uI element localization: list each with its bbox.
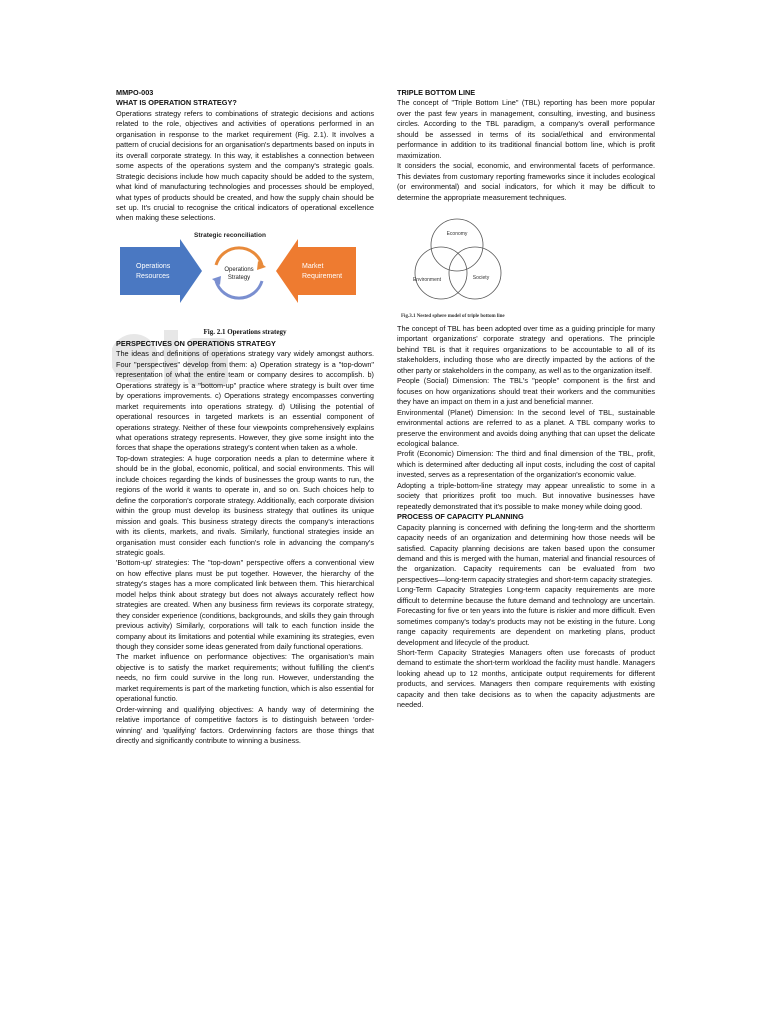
market-label-line1: Market xyxy=(302,262,324,270)
paragraph-tbl-2: It considers the social, economic, and environmental facets of performance. This deviates from customary reporting frameworks since it includes ecological (or environmental) and social indicators, for which it may be difficult to determine the appropriate measurement techniques. xyxy=(397,161,655,202)
paragraph-top-down: Top-down strategies: A huge corporation needs a plan to determine where it should be in the global, economic, political, and social environments. This will include choices regarding the kinds of businesses the group wants to run, the regions of the world it wants to operate in, and so on. Such choices help to define the corporation's corporate strategy. Additionally, each corporate division within the group must develop its business strategy that outlines its unique mission and goals. This business strategy directs the company's interactions with its clients, markets, and rivals. Similarly, functional strategies inside an organisation must consider each function's role in advancing the company's strategic goals. xyxy=(116,453,374,557)
left-column xyxy=(116,88,374,747)
cycle-arrow-top xyxy=(216,248,262,265)
paragraph-bottom-up: 'Bottom-up' strategies: The "top-down" perspective offers a conventional view on how effective plans must be put together. However, the hierarchy of the strategy's stages has a more complicated link between them. This hierarchical model helps think about strategy but does not always accurately reflect how strategies are created. When any business firm reviews its corporate strategy, they consider experience (conditions, backgrounds, and skills they gain through previous activity) Similarly, corporations will talk to each function inside the company about its limitations and potential while examining its strategies, even though they consider some ideas generated from daily functional operations. xyxy=(116,558,374,652)
cycle-arrow-bottom xyxy=(216,281,262,298)
operations-label-line1: Operations xyxy=(136,262,171,270)
market-requirement-arrow xyxy=(276,239,356,303)
figure-operations-strategy xyxy=(116,227,374,327)
operations-resources-arrow xyxy=(120,239,202,303)
heading-perspectives: PERSPECTIVES ON OPERATIONS STRATEGY xyxy=(116,338,276,348)
paragraph-market-influence: The market influence on performance objectives: The organisation's main objective is to satisfy the market requirements; without fulfilling the client's needs, no firm could survive in the long run. However, understanding the market requirements is part of the marketing function, which is also essential for operational functio. xyxy=(116,652,374,704)
resources-label-line2: Resources xyxy=(136,272,170,280)
paragraph-profit-dimension: Profit (Economic) Dimension: The third and final dimension of the TBL, profit, which is determined after deducting all input costs, including the cost of capital invested, serves as a representation of the organization's economic value. xyxy=(397,449,655,480)
heading-capacity-planning: PROCESS OF CAPACITY PLANNING xyxy=(397,512,524,522)
environment-circle xyxy=(412,247,467,299)
center-label-line2: Strategy xyxy=(227,274,251,281)
paragraph-long-term-capacity: Long-Term Capacity Strategies Long-term capacity requirements are more difficult to determine because the future demand and technology are uncertain. Forecasting for five or ten years into the future is riskier and more difficult. Even sometimes company's today's products may not be existing in the future. Long range capacity requirements are dependent on marketing plans, product development and lifecycle of the product. xyxy=(397,585,655,647)
requirement-label-line2: Requirement xyxy=(302,272,343,280)
paragraph-what-is-operation-strategy: Operations strategy refers to combinations of strategic decisions and actions related to the role, objectives and activities of operations performed in an organisation in response to the market requirement (Fig. 2.1). It involves a pattern of crucial decisions for an organisation's departments based on inputs in its overall corporate strategy. In this way, it establishes a connection between some aspects of the operations system and the company's strategic goals. Strategic decisions include how much capacity should be added to the system, what kind of manufacturing technologies and processes should be employed, what types of products should be created, and how the supply chain should be set up. It's crucial to recognise the critical indicators of operational excellence when making these selections. xyxy=(116,108,374,223)
paragraph-perspectives: The ideas and definitions of operations strategy vary widely amongst authors. Four "perspectives" develop from them: a) Operation strategy is a "top-down" representation of what the entire team or company desires to accomplish. b) Operations strategy is a "bottom-up" practice where strategy is built over time by operations improvements. c) Operations strategy encompasses converting market requirements into operations strategy. d) Utilising the potential of operational resources in targeted markets is an essential component of operations strategy. Neither of these four viewpoints comprehensively explains what operations strategy represents. However, they give some insight into the forces that shape the operations strategy's content when taken as a whole. xyxy=(116,349,374,453)
document-code: MMPO-003 xyxy=(116,88,154,97)
right-column xyxy=(397,88,655,711)
heading-triple-bottom-line: TRIPLE BOTTOM LINE xyxy=(397,88,476,97)
environment-label: Environment xyxy=(412,276,442,283)
society-circle xyxy=(449,247,501,299)
paragraph-order-winning: Order-winning and qualifying objectives: A handy way of determining the relative importance of competitive factors is to distinguish between 'order-winning' and 'qualifying' factors. Orderwinning factors are those things that directly and significantly contribute to winning a business. xyxy=(116,704,374,746)
heading-what-is-operation-strategy: WHAT IS OPERATION STRATEGY? xyxy=(116,98,237,108)
economy-circle xyxy=(431,219,483,271)
figure-caption-2-1: Fig. 2.1 Operations strategy xyxy=(203,327,287,336)
paragraph-people-dimension: People (Social) Dimension: The TBL's "people" component is the first and focuses on how organizations should treat their workers and the communities they have an impact on them in a just and beneficial manner. xyxy=(397,376,655,407)
figure-caption-3-1: Fig.3.1 Nested sphere model of triple bottom line xyxy=(401,313,505,319)
society-label: Society xyxy=(472,274,490,281)
paragraph-capacity-planning: Capacity planning is concerned with defining the long-term and the shortterm capacity needs of an organization and determining how those needs will be satisfied. Capacity planning decisions are taken based upon the consumer demand and this is merged with the human, material and financial resources of the organization. Capacity requirements can be evaluated from two perspectives—long-term capacity strategies and short-term capacity strategies. xyxy=(397,522,655,584)
economy-label: Economy xyxy=(446,230,468,237)
paragraph-adopting-tbl: Adopting a triple-bottom-line strategy may appear unrealistic to some in a society that prioritizes profit too much. But innovative businesses have repeatedly demonstrated that it's possible to make money while doing good. xyxy=(397,480,655,511)
figure-tbl-venn xyxy=(397,207,655,311)
paragraph-tbl-1: The concept of "Triple Bottom Line" (TBL) reporting has been more popular over the past few years in management, consulting, investing, and business circles. According to the TBL paradigm, a company's overall performance should be assessed in terms of its social/ethical and environmental performance in addition to its traditional financial bottom line, which is profit maximization. xyxy=(397,98,655,160)
paragraph-short-term-capacity: Short-Term Capacity Strategies Managers often use forecasts of product demand to estimate the short-term workload the facility must handle. Managers looking ahead up to 12 months, anticipate output requirements for different products, and services. Managers then compare requirements with existing capacity and then take decisions as to when the capacity adjustments are needed. xyxy=(397,648,655,710)
center-label-line1: Operations xyxy=(224,266,254,273)
figure-title: Strategic reconciliation xyxy=(194,231,266,239)
paragraph-tbl-3: The concept of TBL has been adopted over time as a guiding principle for many important organizations' corporate strategy and operations. The principle behind TBL is that it requires organizations to be accountable to all of its stakeholders, including those who are directly impacted by the actions of the other party or stakeholders in the company, as well as to the organization itself. xyxy=(397,323,655,375)
paragraph-environmental-dimension: Environmental (Planet) Dimension: In the second level of TBL, sustainable environmental actions are referred to as a planet. A TBL company works to preserve the environment and avoids doing anything that can upset the delicate ecological balance. xyxy=(397,407,655,448)
